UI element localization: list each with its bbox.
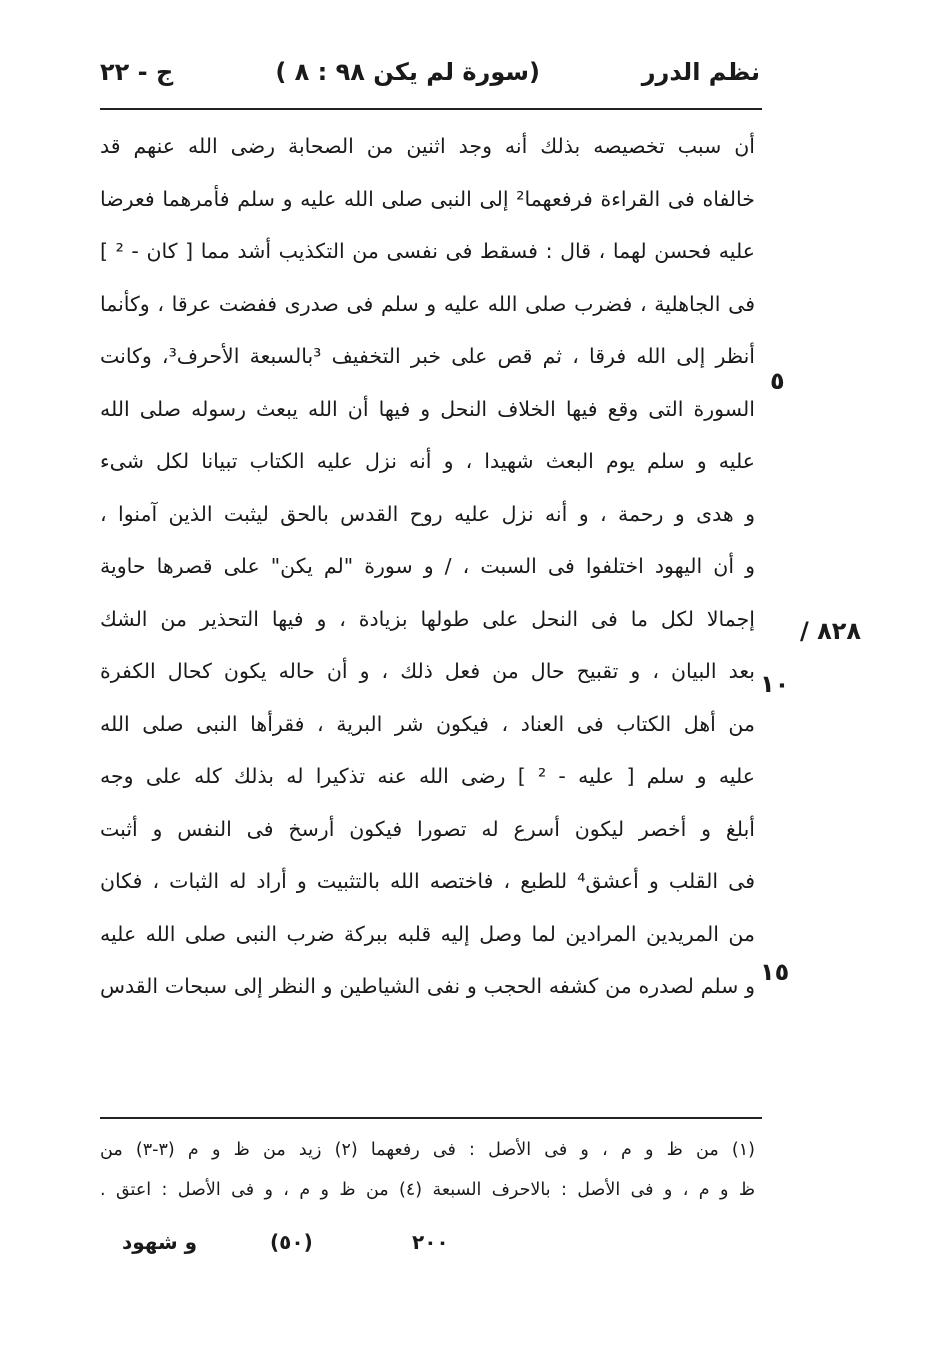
fascicle-number: (٥٠) — [270, 1230, 313, 1254]
footnote-line: ظ و م ، و فى الأصل : بالاحرف السبعة (٤) من ظ و م ، و فى الأصل : اعتق . — [100, 1180, 755, 1200]
catchword: و شهود — [122, 1230, 198, 1254]
footnotes — [100, 1130, 755, 1210]
text-line: أبلغ و أخصر ليكون أسرع له تصورا فيكون أرسخ فى النفس و أثبت — [100, 816, 755, 841]
line-number-5: ٥ — [770, 367, 785, 395]
main-text — [100, 120, 755, 1013]
text-line: فى الجاهلية ، فضرب صلى الله عليه و سلم فى صدرى ففضت عرقا ، وكأنما — [100, 291, 755, 316]
text-line: أنظر إلى الله فرقا ، ثم قص على خبر التخفيف ³بالسبعة الأحرف³، وكانت — [100, 344, 755, 368]
text-line: إجمالا لكل ما فى النحل على طولها بزيادة ، و فيها التحذير من الشك — [100, 606, 755, 631]
text-line: من أهل الكتاب فى العناد ، فيكون شر البرية ، فقرأها النبى صلى الله — [100, 711, 755, 736]
footnote-rule — [100, 1117, 762, 1119]
text-line: من المريدين المرادين لما وصل إليه قلبه ببركة ضرب النبى صلى الله عليه — [100, 921, 755, 946]
manuscript-folio-reference: / ٨٢٨ — [800, 617, 862, 645]
line-number-10: ١٠ — [760, 670, 790, 698]
page-footer — [100, 1230, 755, 1260]
text-line: فى القلب و أعشق⁴ للطبع ، فاختصه الله بالتثبيت و أراد له الثبات ، فكان — [100, 869, 755, 893]
text-line: عليه و سلم [ عليه - ² ] رضى الله عنه تذكيرا له بذلك كله على وجه — [100, 764, 755, 788]
running-header — [100, 58, 760, 98]
text-line: عليه فحسن لهما ، قال : فسقط فى نفسى من التكذيب أشد مما [ كان - ² ] — [100, 239, 755, 263]
text-line: أن سبب تخصيصه بذلك أنه وجد اثنين من الصحابة رضى الله عنهم قد — [100, 134, 755, 158]
book-title: نظم الدرر — [641, 58, 760, 86]
text-line: السورة التى وقع فيها الخلاف النحل و فيها أن الله يبعث رسوله صلى الله — [100, 396, 755, 421]
page-number: ٢٠٠ — [412, 1230, 449, 1254]
text-line: بعد البيان ، و تقبيح حال من فعل ذلك ، و أن حاله يكون كحال الكفرة — [100, 659, 755, 683]
text-line: و هدى و رحمة ، و أنه نزل عليه روح القدس بالحق ليثبت الذين آمنوا ، — [100, 501, 755, 526]
part-reference: ج - ٢٢ — [100, 58, 174, 86]
text-line: و أن اليهود اختلفوا فى السبت ، / و سورة "لم يكن" على قصرها حاوية — [100, 554, 755, 578]
line-number-15: ١٥ — [760, 958, 790, 986]
text-line: خالفاه فى القراءة فرفعهما² إلى النبى صلى الله عليه و سلم فأمرهما فعرضا — [100, 186, 755, 211]
surah-reference: (سورة لم يكن ٩٨ : ٨ ) — [275, 58, 540, 86]
text-line: عليه و سلم يوم البعث شهيدا ، و أنه نزل عليه الكتاب تبيانا لكل شىء — [100, 449, 755, 473]
text-line: و سلم لصدره من كشفه الحجب و نفى الشياطين و النظر إلى سبحات القدس — [100, 974, 755, 998]
header-rule — [100, 108, 762, 110]
footnote-line: (١) من ظ و م ، و فى الأصل : فى رفعهما (٢) زيد من ظ و م (٣-٣) من — [100, 1140, 755, 1160]
